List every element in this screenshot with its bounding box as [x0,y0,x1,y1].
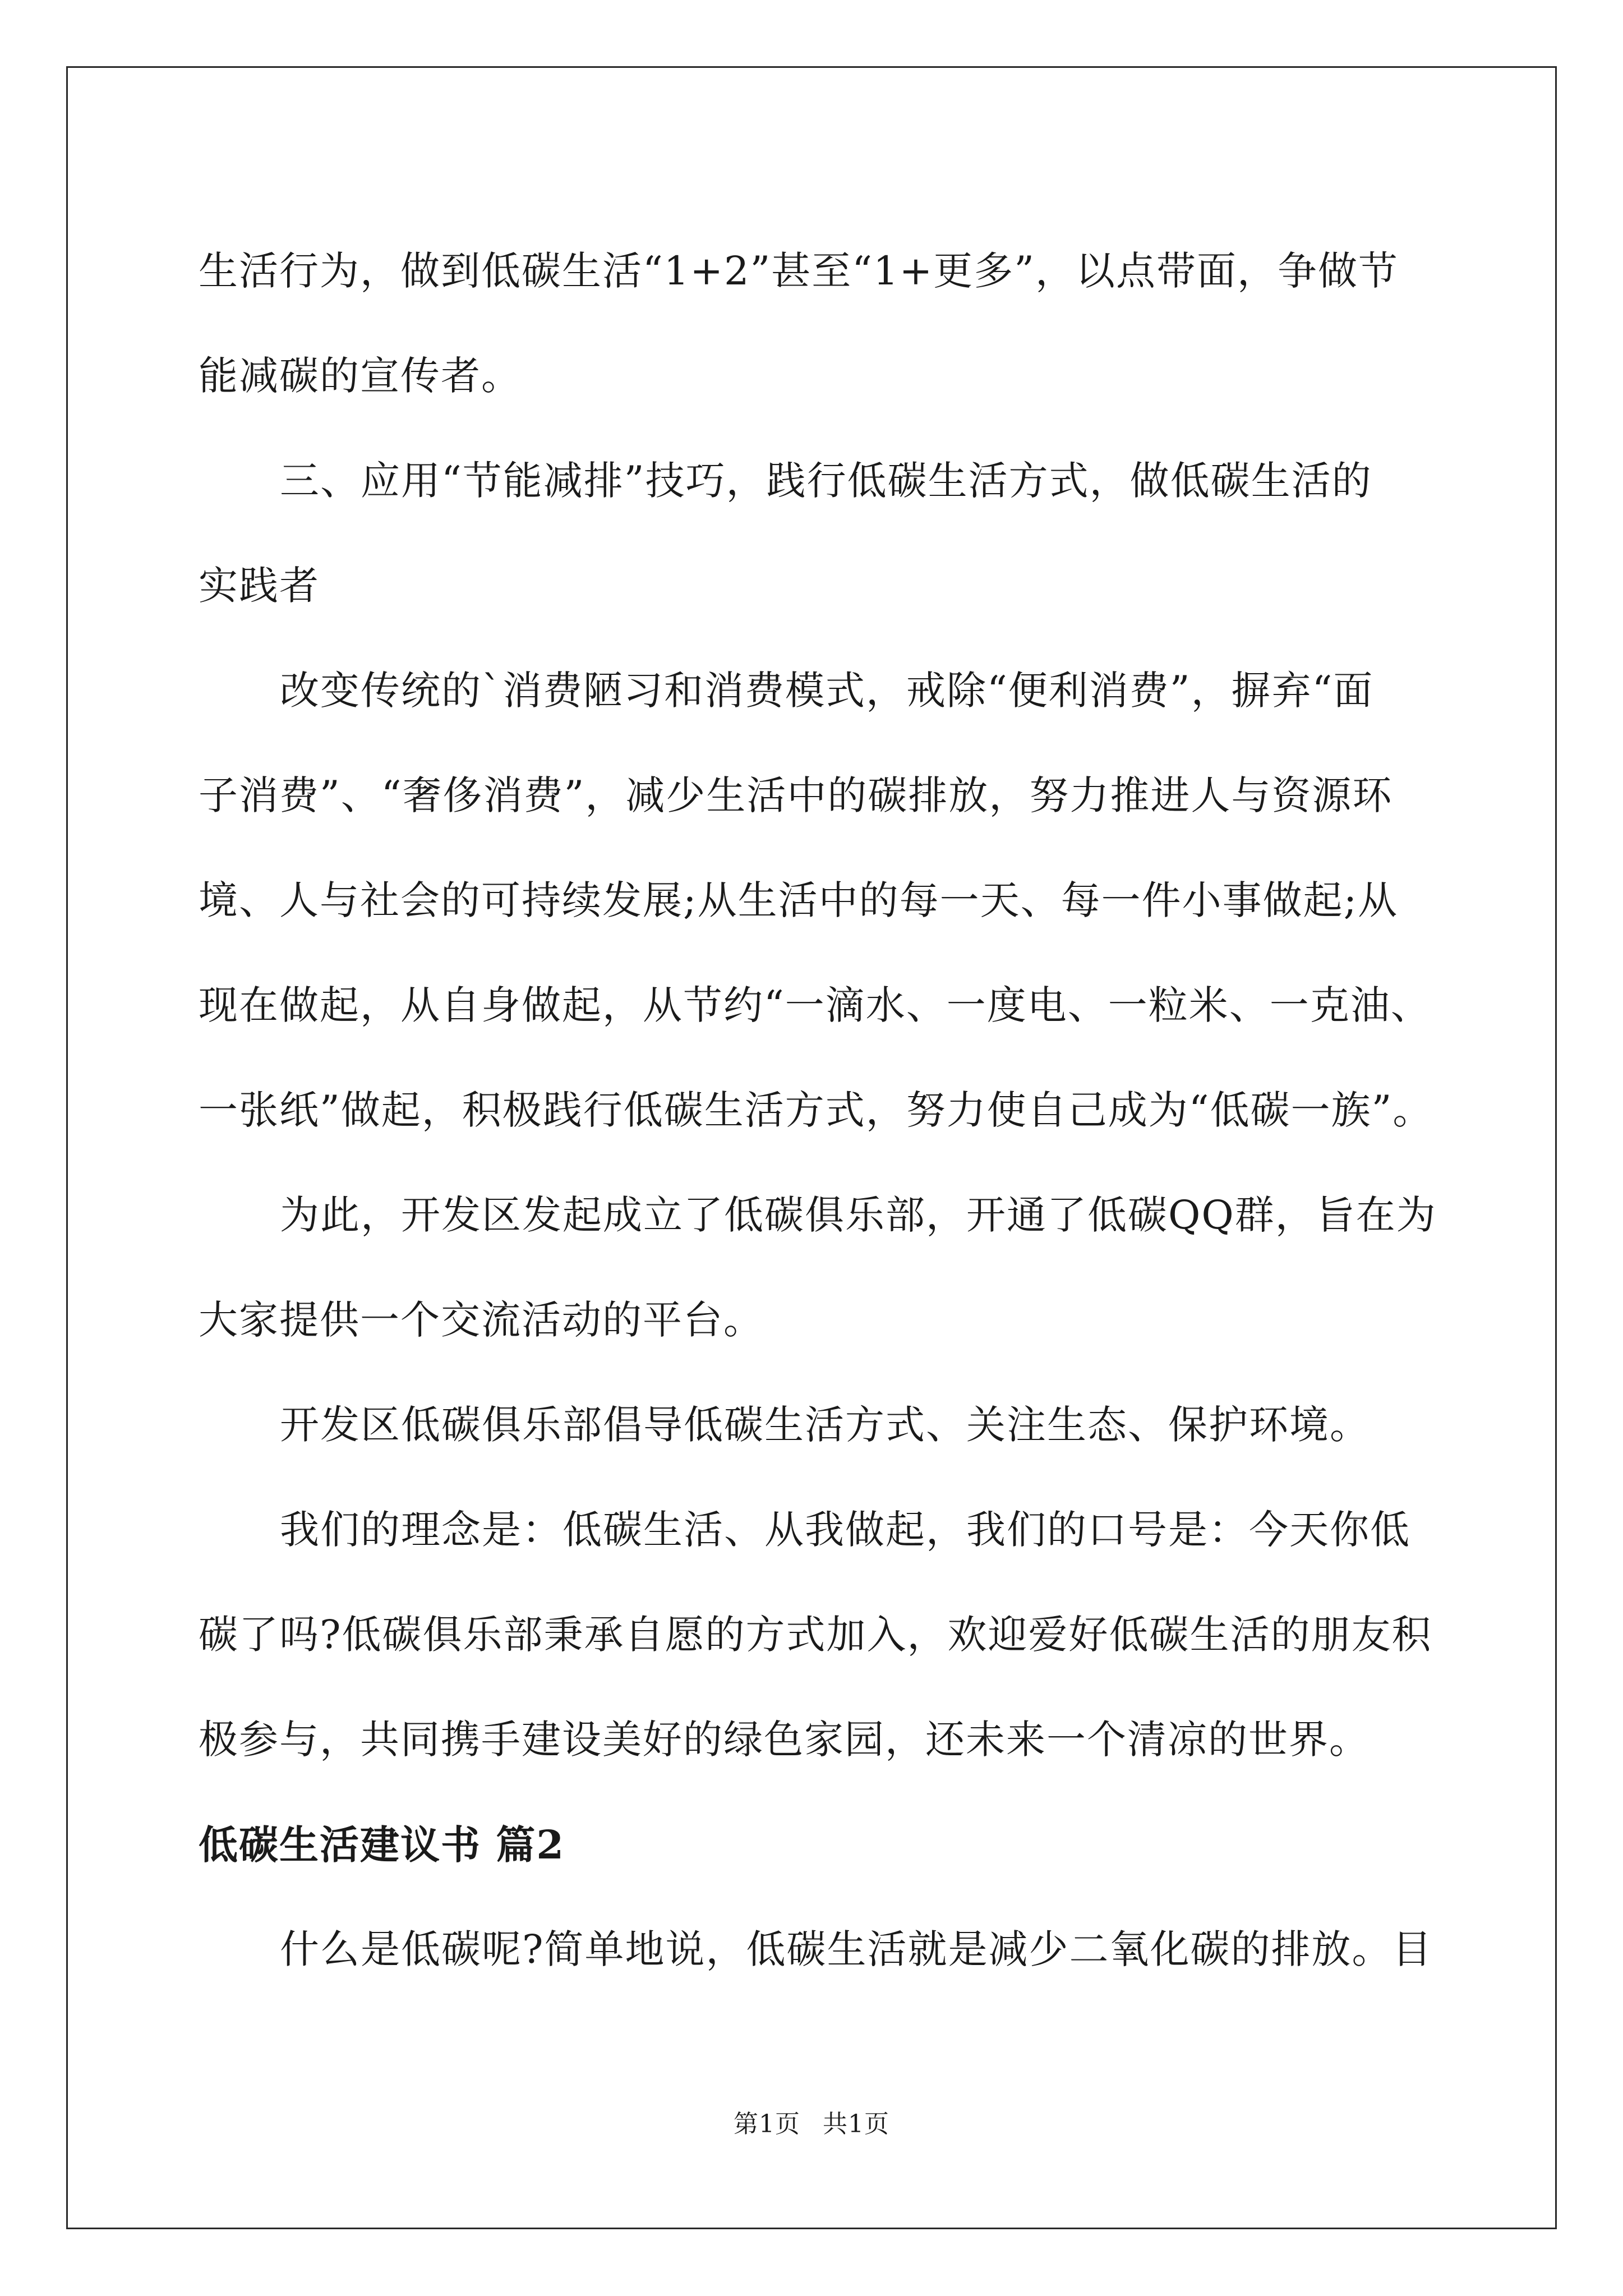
document-body [199,219,1437,2002]
text-line: 子消费”、“奢侈消费”，减少生活中的碳排放，努力推进人与资源环 [199,772,1393,818]
text-line: 一张纸”做起，积极践行低碳生活方式，努力使自己成为“低碳一族”。 [199,1087,1433,1133]
text-line: 我们的理念是：低碳生活、从我做起，我们的口号是：今天你低 [280,1507,1410,1553]
text-line: 开发区低碳俱乐部倡导低碳生活方式、关注生态、保护环境。 [280,1402,1370,1448]
text-line: 境、人与社会的可持续发展;从生活中的每一天、每一件小事做起;从 [199,877,1399,923]
paragraph-5 [199,1373,1432,1478]
text-line: 大家提供一个交流活动的平台。 [199,1297,764,1343]
text-line: 什么是低碳呢?简单地说，低碳生活就是减少二氧化碳的排放。目 [280,1926,1433,1972]
page-number: 第1页 [734,2110,800,2138]
text-line: 生活行为，做到低碳生活“1+2”甚至“1+更多”，以点带面，争做节 [199,248,1399,294]
paragraph-4 [199,1163,1437,1373]
text-line: 实践者 [199,563,320,609]
page-total: 共1页 [823,2110,889,2138]
paragraph-2 [199,429,1432,638]
text-line: 碳了吗?低碳俱乐部秉承自愿的方式加入，欢迎爱好低碳生活的朋友积 [199,1612,1432,1658]
paragraph-3 [199,638,1432,1163]
closing-paragraph [199,1897,1432,2002]
text-line: 为此，开发区发起成立了低碳俱乐部，开通了低碳QQ群，旨在为 [280,1192,1437,1238]
paragraph-1 [199,219,1432,429]
section-heading: 低碳生活建议书 篇2 [199,1821,565,1868]
text-line: 极参与，共同携手建设美好的绿色家园，还未来一个清凉的世界。 [199,1717,1370,1763]
page-footer [0,2104,1623,2139]
text-line: 改变传统的`消费陋习和消费模式，戒除“便利消费”，摒弃“面 [280,668,1374,714]
text-line: 三、应用“节能减排”技巧，践行低碳生活方式，做低碳生活的 [280,458,1372,504]
text-line: 能减碳的宣传者。 [199,353,522,399]
text-line: 现在做起，从自身做起，从节约“一滴水、一度电、一粒米、一克油、 [199,982,1431,1028]
paragraph-6 [199,1478,1432,1792]
